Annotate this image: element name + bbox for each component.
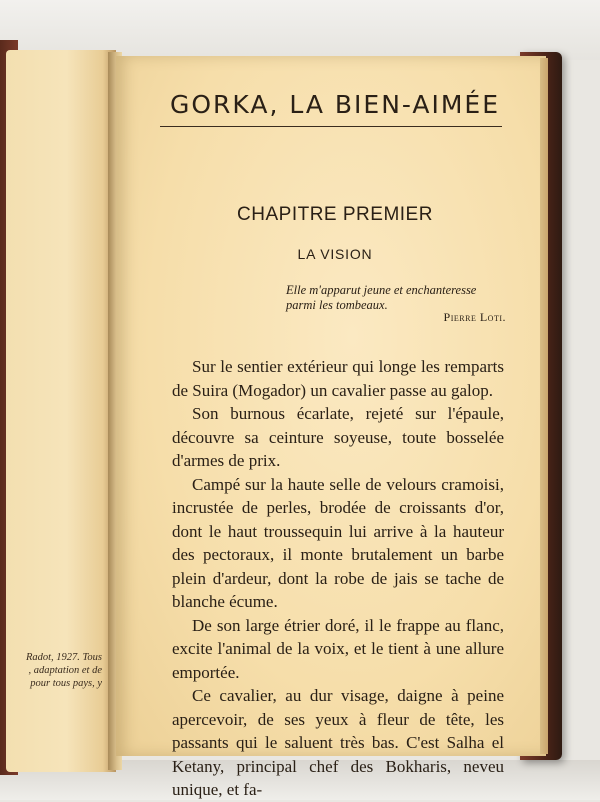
page-stack-edge — [540, 58, 548, 754]
epigraph-line-2: parmi les tombeaux. — [286, 298, 388, 312]
left-page-fragment — [6, 651, 102, 690]
paragraph: Campé sur la haute selle de velours cramoisi, incrustée de perles, brodée de croissants d'or, dont le haut troussequin lui arrive à la hauteur des pectoraux, il monte brutalement un barbe plein d'ardeur, dont la robe de jais se tache de blanche écume. — [172, 474, 504, 611]
paragraph: Son burnous écarlate, rejeté sur l'épaule, découvre sa ceinture soyeuse, toute bosselée d'armes de prix. — [172, 404, 504, 470]
epigraph-line-1: Elle m'apparut jeune et enchanteresse — [286, 283, 477, 297]
chapter-subtitle: LA VISION — [297, 246, 373, 262]
epigraph — [286, 283, 506, 313]
epigraph-attribution: Pierre Loti. — [443, 310, 506, 324]
chapter-heading: CHAPITRE PREMIER — [237, 204, 433, 225]
running-title: GORKA, LA BIEN-AIMÉE — [169, 90, 501, 119]
paragraph: Sur le sentier extérieur qui longe les remparts de Suira (Mogador) un cavalier passe au galop. — [172, 357, 504, 400]
left-fragment-line-3: pour tous pays, y — [30, 678, 102, 689]
left-fragment-line-1: Radot, 1927. Tous — [25, 652, 102, 663]
title-rule — [160, 126, 502, 127]
paragraph: Ce cavalier, au dur visage, daigne à peine apercevoir, de ses yeux à fleur de tête, les passants qui le saluent très bas. C'est Salha el Ketany, principal chef des Bokharis, neveu unique, et fa- — [172, 686, 504, 799]
paragraph: De son large étrier doré, il le frappe au flanc, excite l'animal de la voix, et le tient à une allure emportée. — [172, 615, 504, 682]
body-text — [172, 355, 504, 802]
left-fragment-line-2: , adaptation et de — [28, 665, 102, 676]
